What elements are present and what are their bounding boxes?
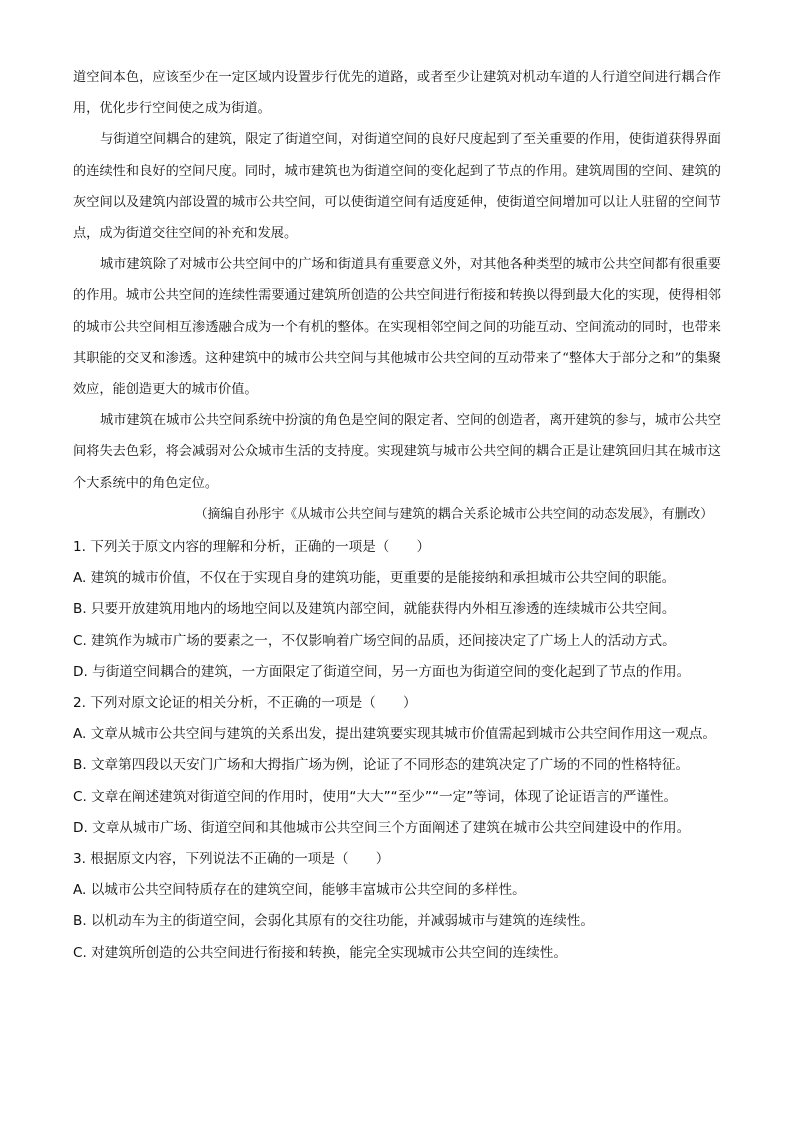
answer-option-c: C. 对建筑所创造的公共空间进行衔接和转换，能完全实现城市公共空间的连续性。 (73, 944, 567, 961)
answer-option-a: A. 以城市公共空间特质存在的建筑空间，能够丰富城市公共空间的多样性。 (73, 882, 526, 899)
answer-option-b: B. 以机动车为主的街道空间，会弱化其原有的交往功能，并减弱城市与建筑的连续性。 (73, 913, 594, 930)
question-block-2 (73, 688, 721, 844)
question-stem: 1. 下列关于原文内容的理解和分析，正确的一项是（ ） (73, 539, 431, 556)
passage-paragraph: 城市建筑除了对城市公共空间中的广场和街道具有重要意义外，对其他各种类型的城市公共空间都有很重要的作用。城市公共空间的连续性需要通过建筑所创造的公共空间进行衔接和转换以得到最大化的实现，使得相邻的城市公共空间相互渗透融合成为一个有机的整体。在实现相邻空间之间的功能互动、空间流动的同时，也带来其职能的交叉和渗透。这种建筑中的城市公共空间与其他城市公共空间的互动带来了“整体大于部分之和”的集聚效应，能创造更大的城市价值。 (73, 257, 721, 398)
answer-option-c: C. 文章在阐述建筑对街道空间的作用时，使用“大大”“至少”“一定”等词，体现了论证语言的严谨性。 (73, 788, 678, 805)
question-block-1 (73, 532, 721, 688)
page-content (73, 62, 721, 969)
question-stem: 2. 下列对原文论证的相关分析，不正确的一项是（ ） (73, 695, 417, 712)
answer-option-b: B. 只要开放建筑用地内的场地空间以及建筑内部空间，就能获得内外相互渗透的连续城市公共空间。 (73, 601, 676, 618)
passage-paragraph: 道空间本色，应该至少在一定区域内设置步行优先的道路，或者至少让建筑对机动车道的人行道空间进行耦合作用，优化步行空间使之成为街道。 (73, 70, 721, 117)
passage-paragraph: 与街道空间耦合的建筑，限定了街道空间，对街道空间的良好尺度起到了至关重要的作用，使街道获得界面的连续性和良好的空间尺度。同时，城市建筑也为街道空间的变化起到了节点的作用。建筑周围的空间、建筑的灰空间以及建筑内部设置的城市公共空间，可以使街道空间有适度延伸，使街道空间增加可以让人驻留的空间节点，成为街道交往空间的补充和发展。 (73, 132, 721, 242)
question-block-3 (73, 844, 721, 969)
passage-paragraph: 城市建筑在城市公共空间系统中扮演的角色是空间的限定者、空间的创造者，离开建筑的参与，城市公共空间将失去色彩，将会减弱对公众城市生活的支持度。实现建筑与城市公共空间的耦合正是让建筑回归其在城市这个大系统中的角色定位。 (73, 413, 721, 491)
answer-option-d: D. 文章从城市广场、街道空间和其他城市公共空间三个方面阐述了建筑在城市公共空间建设中的作用。 (73, 819, 691, 836)
answer-option-a: A. 建筑的城市价值，不仅在于实现自身的建筑功能，更重要的是能接纳和承担城市公共空间的职能。 (73, 570, 676, 587)
answer-option-d: D. 与街道空间耦合的建筑，一方面限定了街道空间，另一方面也为街道空间的变化起到了节点的作用。 (73, 663, 691, 680)
answer-option-c: C. 建筑作为城市广场的要素之一，不仅影响着广场空间的品质，还间接决定了广场上人的活动方式。 (73, 632, 676, 649)
reading-passage (73, 62, 721, 530)
answer-option-b: B. 文章第四段以天安门广场和大拇指广场为例，论证了不同形态的建筑决定了广场的不同的性格特征。 (73, 757, 690, 774)
passage-source-citation: （摘编自孙彤宇《从城市公共空间与建筑的耦合关系论城市公共空间的动态发展》，有删改） (194, 506, 713, 522)
question-stem: 3. 根据原文内容，下列说法不正确的一项是（ ） (73, 851, 390, 868)
question-list (73, 532, 721, 969)
answer-option-a: A. 文章从城市公共空间与建筑的关系出发，提出建筑要实现其城市价值需起到城市公共空间作用这一观点。 (73, 726, 717, 743)
